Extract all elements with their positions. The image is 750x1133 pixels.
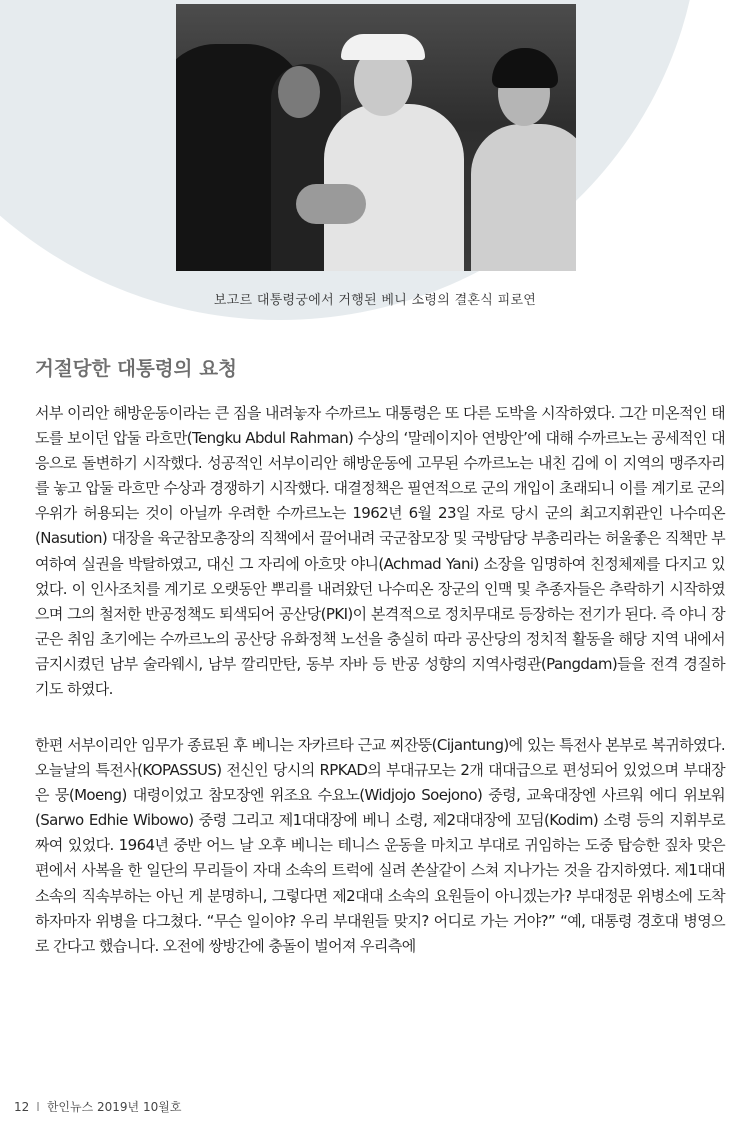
page-footer xyxy=(14,1098,181,1115)
section-title: 거절당한 대통령의 요청 xyxy=(35,357,237,380)
photo-head-woman-back xyxy=(278,66,320,118)
article-paragraph: 한편 서부이리안 임무가 종료된 후 베니는 자카르타 근교 찌잔뚱(Cijantung)에 있는 특전사 본부로 복귀하였다. 오늘날의 특전사(KOPASSUS) 전신인 당시의 RPKAD의 부대규모는 2개 대대급으로 편성되어 있었으며 부대장은 뭉(Moeng) 대령이었고 참모장엔 위조요 수요노(Widjojo Soejono) 중령, 교육대장엔 사르워 에디 위보워(Sarwo Edhie Wibowo) 중령 그리고 제1대대장에 베니 소령, 제2대대장에 꼬딤(Kodim) 소령 등의 지휘부로 짜여 있었다. 1964년 중반 어느 날 오후 베니는 테니스 운동을 마치고 부대로 귀임하는 도중 탑승한 짚차 맞은 편에서 사복을 한 일단의 무리들이 자대 소속의 트럭에 실려 쏜살같이 스쳐 지나가는 것을 감지하였다. 제1대대 소속의 직속부하는 아닌 게 분명하니, 그렇다면 제2대대 소속의 요원들이 아니겠는가? 부대정문 위병소에 도착하자마자 위병을 다그쳤다. “무슨 일이야? 우리 부대원들 맞지? 어디로 가는 거야?” “예, 대통령 경호대 병영으로 간다고 했습니다. 오전에 쌍방간에 충돌이 벌어져 우리측에 xyxy=(35,736,725,955)
publication-issue: 한인뉴스 2019년 10월호 xyxy=(46,1100,182,1114)
wedding-reception-photo xyxy=(176,4,576,271)
photo-cap-groom xyxy=(341,34,425,60)
photo-handshake xyxy=(296,184,366,224)
page-number: 12 xyxy=(14,1100,30,1114)
photo-caption: 보고르 대통령궁에서 거행된 베니 소령의 결혼식 피로연 xyxy=(213,293,537,308)
footer-separator: I xyxy=(36,1100,40,1114)
article-paragraph: 서부 이리안 해방운동이라는 큰 짐을 내려놓자 수까르노 대통령은 또 다른 도박을 시작하였다. 그간 미온적인 태도를 보이던 압둘 라흐만(Tengku Abdul Rahman) 수상의 ‘말레이지아 연방안’에 대해 수까르노는 공세적인 대응으로 돌변하기 시작했다. 성공적인 서부이리안 해방운동에 고무된 수까르노는 내친 김에 이 지역의 맹주자리를 놓고 압둘 라흐만 수상과 경쟁하기 시작했다. 대결정책은 필연적으로 군의 개입이 초래되니 이를 계기로 군의 우위가 허용되는 것이 아닐까 우려한 수까르노는 1962년 6월 23일 자로 당시 군의 최고지휘관인 나수띠온(Nasution) 대장을 육군참모총장의 직책에서 끌어내려 국군참모장 및 국방담당 부총리라는 허울좋은 직책만 부여하여 실권을 박탈하였고, 대신 그 자리에 아흐맛 야니(Achmad Yani) 소장을 임명하여 친정체제를 다지고 있었다. 이 인사조치를 계기로 오랫동안 뿌리를 내려왔던 나수띠온 장군의 인맥 및 추종자들은 추락하기 시작하였으며 그의 철저한 반공정책도 퇴색되어 공산당(PKI)이 본격적으로 정치무대로 등장하는 전기가 된다. 즉 야니 장군은 취임 초기에는 수까르노의 공산당 유화정책 노선을 충실히 따라 공산당의 정치적 활동을 해당 지역 내에서 금지시켰던 남부 술라웨시, 남부 깔리만탄, 동부 자바 등 반공 성향의 지역사령관(Pangdam)들을 전격 경질하기도 하였다. xyxy=(35,404,725,699)
photo-figure-bride xyxy=(471,124,576,271)
photo-hair-bride xyxy=(492,48,558,88)
